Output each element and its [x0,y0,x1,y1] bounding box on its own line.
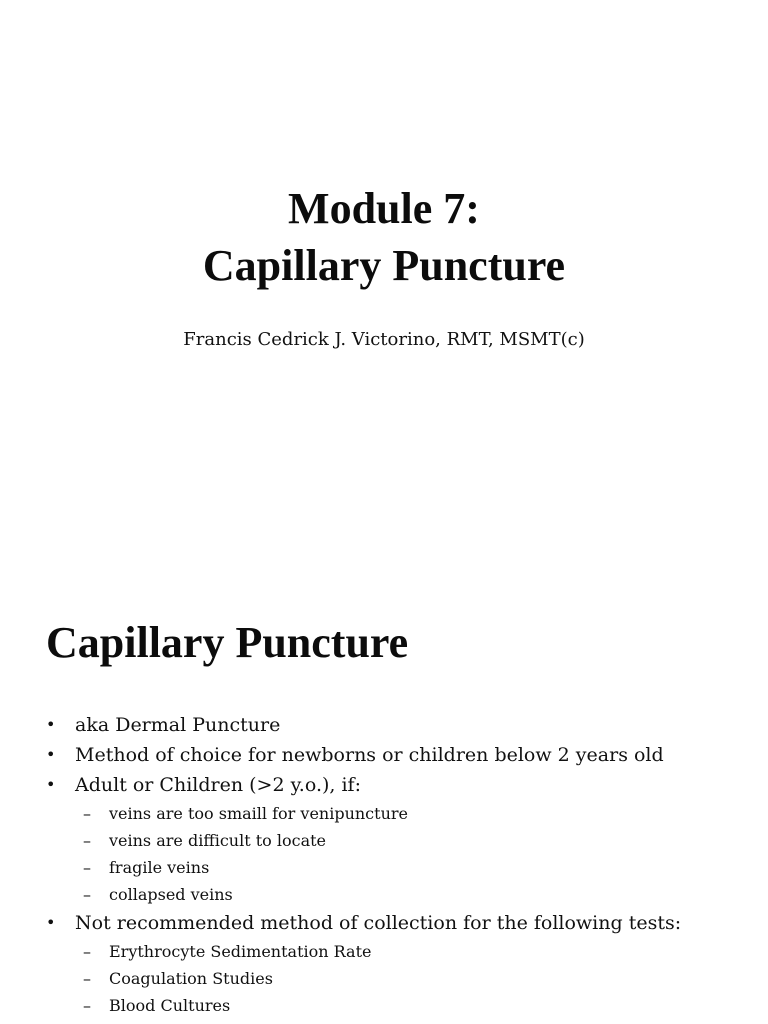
sub-bullet-item [0,800,768,827]
sub-bullet-marker: – [83,858,91,877]
sub-bullet-marker: – [83,885,91,904]
bullet-text: aka Dermal Puncture [75,714,281,736]
sub-bullet-item [0,827,768,854]
sub-bullet-marker: – [83,969,91,988]
author-line: Francis Cedrick J. Victorino, RMT, MSMT(c) [183,329,585,350]
sub-bullet-text: Blood Cultures [109,996,231,1015]
sub-bullet-text: collapsed veins [109,885,233,904]
bullet-item [0,770,768,800]
module-title: Module 7: [288,184,480,233]
sub-bullet-text: fragile veins [109,858,210,877]
bullet-marker: • [46,745,56,764]
sub-bullet-item [0,965,768,992]
sub-bullet-list [0,800,768,908]
sub-bullet-marker: – [83,996,91,1015]
bullet-item [0,710,768,740]
sub-bullet-item [0,938,768,965]
module-subtitle: Capillary Puncture [202,241,566,290]
sub-bullet-group [0,800,768,908]
sub-bullet-item [0,881,768,908]
sub-bullet-marker: – [83,804,91,823]
bullet-marker: • [46,775,56,794]
sub-bullet-marker: – [83,942,91,961]
bullet-list [0,710,768,1019]
content-slide [0,600,768,1024]
bullet-marker: • [46,715,56,734]
sub-bullet-text: veins are difficult to locate [109,831,327,850]
bullet-text: Method of choice for newborns or children below 2 years old [75,744,664,766]
slide-heading: Capillary Puncture [46,618,409,667]
bullet-item [0,740,768,770]
sub-bullet-text: Erythrocyte Sedimentation Rate [109,942,372,961]
bullet-text: Adult or Children (>2 y.o.), if: [75,774,361,796]
bullet-item [0,908,768,938]
bullet-marker: • [46,913,56,932]
sub-bullet-text: Coagulation Studies [109,969,273,988]
bullet-text: Not recommended method of collection for the following tests: [75,912,682,934]
sub-bullet-item [0,992,768,1019]
sub-bullet-text: veins are too smaill for venipuncture [109,804,408,823]
sub-bullet-item [0,854,768,881]
sub-bullet-marker: – [83,831,91,850]
sub-bullet-list [0,938,768,1019]
sub-bullet-group [0,938,768,1019]
